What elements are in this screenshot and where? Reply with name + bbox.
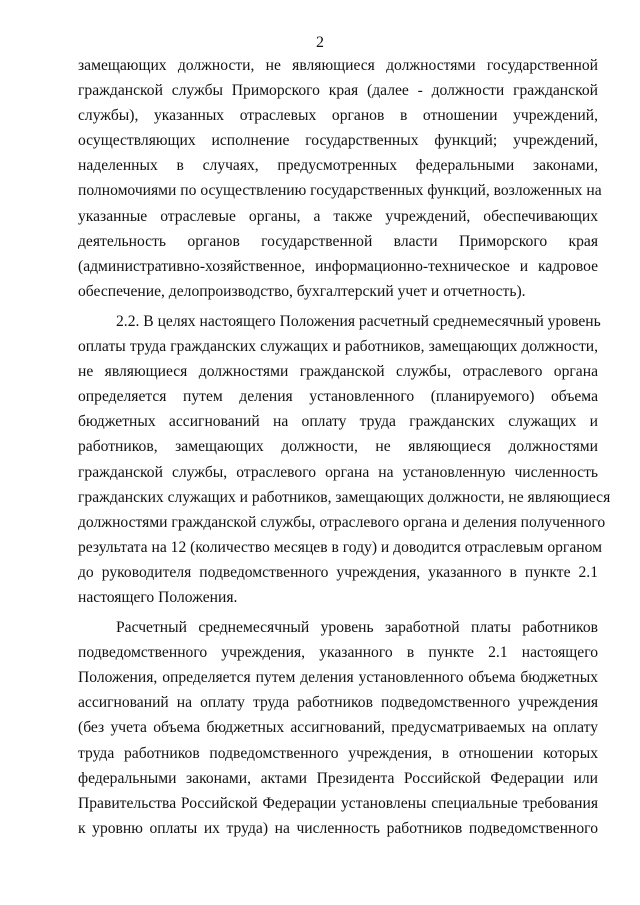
text-line: (административно-хозяйственное, информационно-техническое и кадровое: [78, 257, 598, 275]
text-line: Положения, определяется путем деления установленного объема бюджетных: [78, 669, 598, 687]
page-number: 2: [316, 34, 324, 51]
text-line: бюджетных ассигнований на оплату труда гражданских служащих и: [78, 413, 598, 431]
text-line: гражданской службы Приморского края (далее - должности гражданской: [78, 82, 598, 100]
text-line: Правительства Российской Федерации установлены специальные требования: [78, 794, 598, 812]
text-line: наделенных в случаях, предусмотренных федеральными законами,: [78, 157, 598, 175]
text-line: осуществляющих исполнение государственных функций; учреждений,: [78, 132, 598, 150]
text-line: определяется путем деления установленного (планируемого) объема: [78, 388, 598, 406]
text-line: результата на 12 (количество месяцев в году) и доводится отраслевым органом: [78, 538, 602, 556]
text-line: обеспечение, делопроизводство, бухгалтерский учет и отчетность).: [78, 282, 526, 300]
text-line: Расчетный среднемесячный уровень заработной платы работников: [116, 619, 598, 637]
paragraph-3: [78, 615, 598, 841]
text-line: полномочиями по осуществлению государственных функций, возложенных на: [78, 182, 602, 200]
text-line: указанные отраслевые органы, а также учреждений, обеспечивающих: [78, 207, 598, 225]
text-line: деятельность органов государственной власти Приморского края: [78, 232, 598, 250]
text-line: должностями гражданской службы, отраслевого органа и деления полученного: [78, 513, 606, 531]
text-line: гражданской службы, отраслевого органа на установленную численность: [78, 463, 598, 481]
text-line: работников, замещающих должности, не являющиеся должностями: [78, 438, 598, 456]
text-line: настоящего Положения.: [78, 588, 238, 606]
text-line: не являющиеся должностями гражданской службы, отраслевого органа: [78, 363, 598, 381]
text-line: 2.2. В целях настоящего Положения расчетный среднемесячный уровень: [116, 312, 601, 330]
text-line: гражданских служащих и работников, замещающих должности, не являющиеся: [78, 488, 611, 506]
text-line: оплаты труда гражданских служащих и работников, замещающих должности,: [78, 338, 598, 356]
text-line: до руководителя подведомственного учреждения, указанного в пункте 2.1: [78, 563, 598, 581]
paragraph-2: [78, 309, 611, 610]
text-line: труда работников подведомственного учреждения, в отношении которых: [78, 744, 598, 762]
text-line: службы), указанных отраслевых органов в отношении учреждений,: [78, 107, 598, 125]
document-body: [78, 53, 611, 841]
text-line: федеральными законами, актами Президента Российской Федерации или: [78, 769, 598, 787]
text-line: замещающих должности, не являющиеся должностями государственной: [78, 57, 598, 74]
text-line: (без учета объема бюджетных ассигнований, предусматриваемых на оплату: [78, 719, 598, 737]
text-line: ассигнований на оплату труда работников подведомственного учреждения: [78, 694, 598, 712]
paragraph-1: [78, 53, 602, 304]
text-line: к уровню оплаты их труда) на численность работников подведомственного: [78, 819, 598, 837]
text-line: подведомственного учреждения, указанного в пункте 2.1 настоящего: [78, 644, 598, 662]
